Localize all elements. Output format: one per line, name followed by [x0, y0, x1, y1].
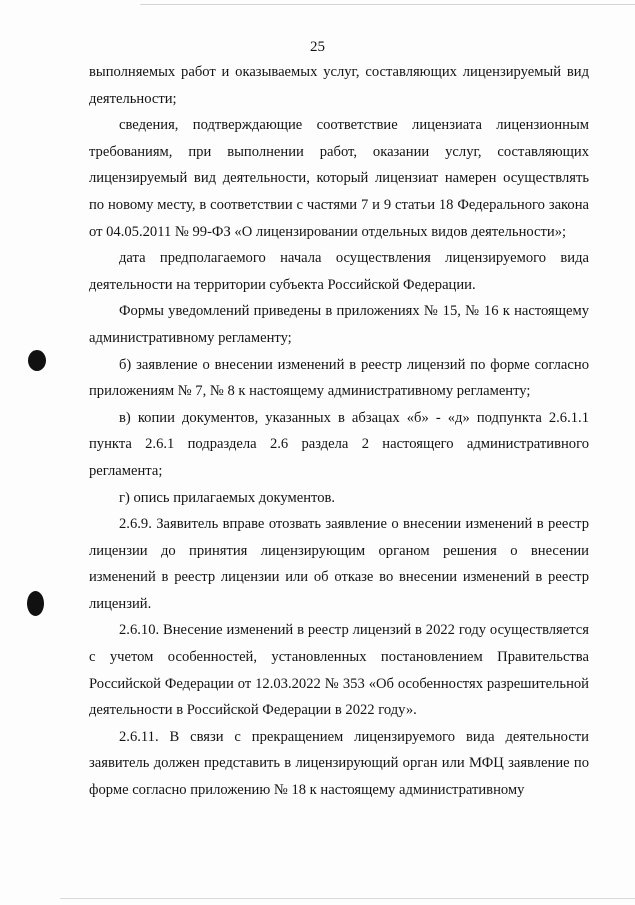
document-body — [89, 59, 589, 804]
paragraph: дата предполагаемого начала осуществления лицензируемого вида деятельности на территории субъекта Российской Федерации. — [89, 250, 589, 293]
scan-edge-bottom — [60, 898, 635, 899]
scan-edge-top — [140, 4, 635, 5]
page-number: 25 — [310, 39, 325, 55]
paragraph: 2.6.9. Заявитель вправе отозвать заявление о внесении изменений в реестр лицензии до принятия лицензирующим органом решения о внесении изменений в реестр лицензии или об отказе во внесении изменений в реестр лицензий. — [89, 516, 589, 612]
paragraph: Формы уведомлений приведены в приложениях № 15, № 16 к настоящему административному регламенту; — [89, 303, 589, 346]
punch-hole-mark — [27, 591, 44, 616]
paragraph: б) заявление о внесении изменений в реестр лицензий по форме согласно приложениям № 7, № 8 к настоящему административному регламенту; — [89, 356, 589, 400]
paragraph: сведения, подтверждающие соответствие лицензиата лицензионным требованиям, при выполнении работ, оказании услуг, составляющих лицензируемый вид деятельности, который лицензиат намерен осуществлять по новому месту, в соответствии с частями 7 и 9 статьи 18 Федерального закона от 04.05.2011 № 99-ФЗ «О лицензировании отдельных видов деятельности»; — [89, 117, 589, 240]
paragraph: 2.6.10. Внесение изменений в реестр лицензий в 2022 году осуществляется с учетом особенностей, установленных постановлением Правительства Российской Федерации от 12.03.2022 № 353 «Об особенностях разрешительной деятельности в Российской Федерации в 2022 году». — [89, 622, 589, 719]
punch-hole-mark — [28, 350, 46, 371]
paragraph: в) копии документов, указанных в абзацах «б» - «д» подпункта 2.6.1.1 пункта 2.6.1 подраздела 2.6 раздела 2 настоящего административного регламента; — [89, 409, 589, 479]
paragraph: г) опись прилагаемых документов. — [119, 489, 336, 506]
paragraph: выполняемых работ и оказываемых услуг, составляющих лицензируемый вид деятельности; — [89, 64, 589, 107]
paragraph: 2.6.11. В связи с прекращением лицензируемого вида деятельности заявитель должен представить в лицензирующий орган или МФЦ заявление по форме согласно приложению № 18 к настоящему административному — [89, 728, 589, 799]
